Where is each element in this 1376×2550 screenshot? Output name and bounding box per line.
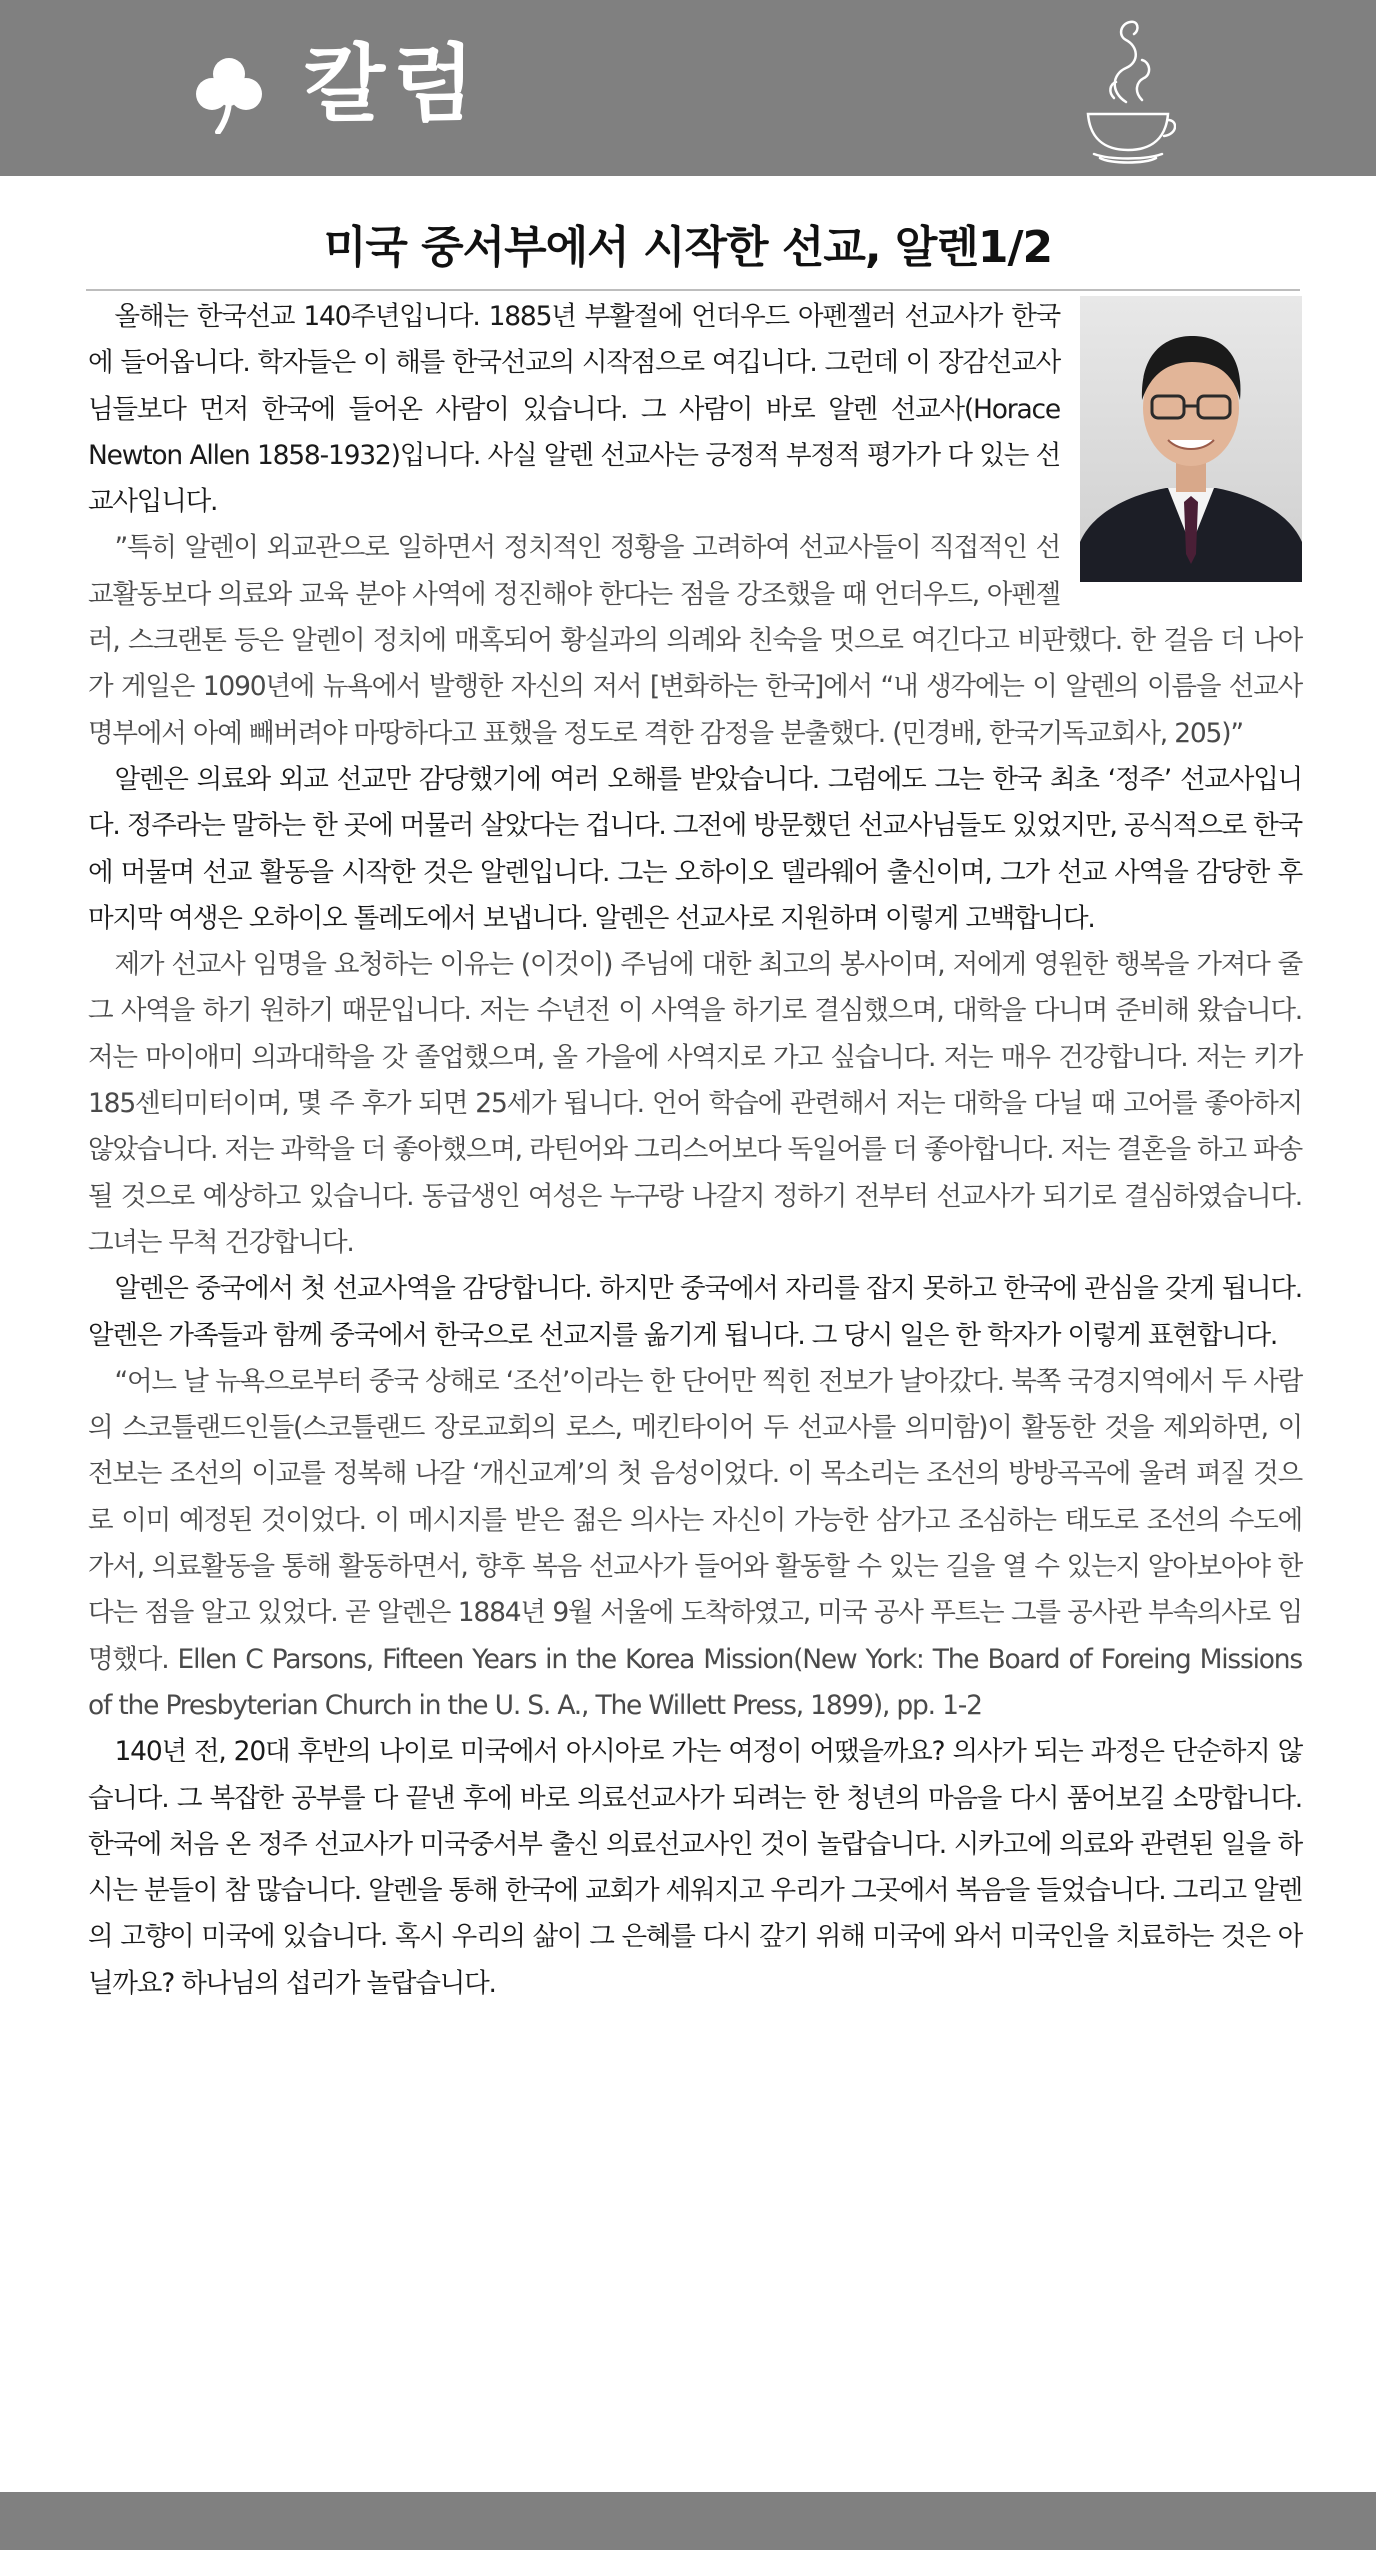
paragraph-quote-telegram: “어느 날 뉴욕으로부터 중국 상해로 ‘조선’이라는 한 단어만 찍힌 전보가 날아갔다. 북쪽 국경지역에서 두 사람의 스코틀랜드인들(스코틀랜드 장로교회의 로스, 메킨타이어 두 선교사를 의미함)이 활동한 것을 제외하면, 이 전보는 조선의 이교를 정복해 나갈 ‘개신교계’의 첫 음성이었다. 이 목소리는 조선의 방방곡곡에 울려 펴질 것으로 이미 예정된 것이었다. 이 메시지를 받은 젊은 의사는 자신이 가능한 삼가고 조심하는 태도로 조선의 수도에 가서, 의료활동을 통해 활동하면서, 향후 복음 선교사가 들어와 활동할 수 있는 길을 열 수 있는지 알아보아야 한다는 점을 알고 있었다. 곧 알렌은 1884년 9월 서울에 도착하였고, 미국 공사 푸트는 그를 공사관 부속의사로 임명했다. Ellen C Parsons, Fifteen Years in the Korea Mission(New York: The Board of Foreing Missions of the Presbyterian Church in the U. S. A., The Willett Press, 1899), pp. 1-2 xyxy=(88,1365,1302,1721)
paragraph-china-mission: 알렌은 중국에서 첫 선교사역을 감당합니다. 하지만 중국에서 자리를 잡지 못하고 한국에 관심을 갖게 됩니다. 알렌은 가족들과 함께 중국에서 한국으로 선교지를 옮기게 됩니다. 그 당시 일은 한 학자가 이렇게 표현합니다. xyxy=(88,1273,1302,1351)
column-header xyxy=(0,0,1376,176)
article-body xyxy=(88,294,1302,2007)
paragraph-conclusion: 140년 전, 20대 후반의 나이로 미국에서 아시아로 가는 여정이 어땠을까요? 의사가 되는 과정은 단순하지 않습니다. 그 복잡한 공부를 다 끝낸 후에 바로 의료선교사가 되려는 한 청년의 마음을 다시 품어보길 소망합니다. 한국에 처음 온 정주 선교사가 미국중서부 출신 의료선교사인 것이 놀랍습니다. 시카고에 의료와 관련된 일을 하시는 분들이 참 많습니다. 알렌을 통해 한국에 교회가 세워지고 우리가 그곳에서 복음을 들었습니다. 그리고 알렌의 고향이 미국에 있습니다. 혹시 우리의 삶이 그 은혜를 다시 갚기 위해 미국에 와서 미국인을 치료하는 것은 아닐까요? 하나님의 섭리가 놀랍습니다. xyxy=(88,1736,1302,1999)
coffee-cup-icon xyxy=(1080,8,1176,168)
paragraph-intro: 올해는 한국선교 140주년입니다. 1885년 부활절에 언더우드 아펜젤러 선교사가 한국에 들어옵니다. 학자들은 이 해를 한국선교의 시작점으로 여깁니다. 그런데 이 장감선교사님들보다 먼저 한국에 들어온 사람이 있습니다. 그 사람이 바로 알렌 선교사(Horace Newton Allen 1858-1932)입니다. 사실 알렌 선교사는 긍정적 부정적 평가가 다 있는 선교사입니다. xyxy=(88,301,1060,518)
article-title: 미국 중서부에서 시작한 선교, 알렌1/2 xyxy=(323,222,1053,273)
paragraph-resident-missionary: 알렌은 의료와 외교 선교만 감당했기에 여러 오해를 받았습니다. 그럼에도 그는 한국 최초 ‘정주’ 선교사입니다. 정주라는 말하는 한 곳에 머물러 살았다는 겁니다. 그전에 방문했던 선교사님들도 있었지만, 공식적으로 한국에 머물며 선교 활동을 시작한 것은 알렌입니다. 그는 오하이오 델라웨어 출신이며, 그가 선교 사역을 감당한 후 마지막 여생은 오하이오 톨레도에서 보냅니다. 알렌은 선교사로 지원하며 이렇게 고백합니다. xyxy=(88,763,1302,934)
page-footer-bar xyxy=(0,2492,1376,2550)
header-title: 칼럼 xyxy=(304,35,483,133)
portrait-spacer xyxy=(1060,294,1302,594)
clover-icon xyxy=(196,56,262,134)
paragraph-quote-criticism: ”특히 알렌이 외교관으로 일하면서 정치적인 정황을 고려하여 선교사들이 직접적인 선교활동보다 의료와 교육 분야 사역에 정진해야 한다는 점을 강조했을 때 언더우드, 아펜젤러, 스크랜톤 등은 알렌이 정치에 매혹되어 황실과의 의례와 친숙을 멋으로 여긴다고 비판했다. 한 걸음 더 나아가 게일은 1090년에 뉴욕에서 발행한 자신의 저서 [변화하는 한국]에서 “내 생각에는 이 알렌의 이름을 선교사 명부에서 아예 빼버려야 마땅하다고 표했을 정도로 격한 감정을 분출했다. (민경배, 한국기독교회사, 205)” xyxy=(88,532,1302,749)
title-divider xyxy=(86,289,1300,291)
paragraph-quote-application: 제가 선교사 임명을 요청하는 이유는 (이것이) 주님에 대한 최고의 봉사이며, 저에게 영원한 행복을 가져다 줄 그 사역을 하기 원하기 때문입니다. 저는 수년전 이 사역을 하기로 결심했으며, 대학을 다니며 준비해 왔습니다. 저는 마이애미 의과대학을 갓 졸업했으며, 올 가을에 사역지로 가고 싶습니다. 저는 매우 건강합니다. 저는 키가 185센티미터이며, 몇 주 후가 되면 25세가 됩니다. 언어 학습에 관련해서 저는 대학을 다닐 때 고어를 좋아하지 않았습니다. 저는 과학을 더 좋아했으며, 라틴어와 그리스어보다 독일어를 더 좋아합니다. 저는 결혼을 하고 파송될 것으로 예상하고 있습니다. 동급생인 여성은 누구랑 나갈지 정하기 전부터 선교사가 되기로 결심하였습니다. 그녀는 무척 건강합니다. xyxy=(88,949,1302,1258)
